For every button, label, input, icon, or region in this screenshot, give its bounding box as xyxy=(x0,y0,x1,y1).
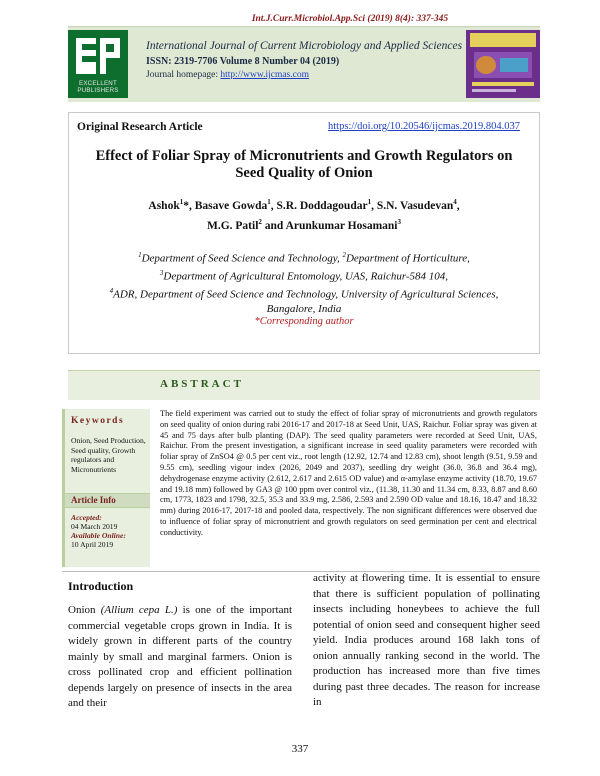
publisher-logo-line1: EXCELLENT xyxy=(79,80,117,87)
introduction-heading: Introduction xyxy=(68,579,134,593)
corresponding-author-note: *Corresponding author xyxy=(254,316,354,327)
keywords-list: Onion, Seed Production, Seed quality, Growth regulators and Micronutrients xyxy=(71,436,146,474)
author-list: Ashok$^1$*, Basave Gowda$^1$, S.R. Doddagoudar$^1$, S.N. Vasudevan$^4$, M.G. Patil$^2$ and Arunkumar Hosamani$^3$ xyxy=(148,198,460,232)
abstract-heading: ABSTRACT xyxy=(160,378,244,390)
keywords-title: Keywords xyxy=(71,416,125,426)
article-sidebar xyxy=(62,409,150,567)
journal-cover-thumbnail xyxy=(466,30,540,98)
accepted-label: Accepted: xyxy=(71,513,102,522)
article-info-title: Article Info xyxy=(65,493,150,508)
article-title: Effect of Foliar Spray of Micronutrients and Growth Regulators on Seed Quality of Onion xyxy=(95,148,513,181)
page-number: 337 xyxy=(291,743,309,755)
doi-link[interactable]: https://doi.org/10.20546/ijcmas.2019.804.037 xyxy=(327,121,520,132)
abstract-text: The field experiment was carried out to study the effect of foliar spray of micronutrients and growth regulators on seed quality of onion during rabi 2016-17 and 2017-18 at Seed Unit, UAS, Raichur. Foliar spray was given at 45 and 75 days after bulb planting (DAP). The seed quality parameters were recorded at Seed Unit, UAS, Raichur. From the present investigation, a significant increase in seed quality parameters were recorded with foliar spray of ZnSO4 @ 0.5 per cent viz., root length (12.92, 12.74 and 12.83 cm), shoot length (9.51, 9.59 and 9.55 cm), seedling vigour index (2026, 2049 and 2037), seedling dry weight (36.0, 36.8 and 36.4 mg), dehydrogenase enzyme activity (2.612, 2.617 and 2.615 OD value) and α-amylase enzyme activity (18.70, 19.67 and 19.18 mm) followed by GA3 @ 100 ppm over control viz., (11.38, 11.30 and 11.34 cm, 8.33, 8.87 and 8.60 cm, 1773, 1823 and 1798, 32.5, 35.3 and 33.9 mg, 2.586, 2.593 and 2.590 OD value and 18.16, 18.47 and 18.32 mm) during 2016-17, 2017-18 and pooled data, respectively. The non significant differences were observed due to influence of foliar spray of micronutrient and growth regulators on seed germination per cent and electrical conductivity. xyxy=(160,409,537,537)
publisher-logo-text xyxy=(68,80,128,94)
accepted-date: 04 March 2019 xyxy=(71,522,118,531)
affiliations: $^1$Department of Seed Science and Technology, $^2$Department of Horticulture, $^3$Department of Agricultural Entomology, UAS, Raichur-584 104, $^4$ADR, Department of Seed Science and Technology, University of Agricultural Sciences, Bangalore, India xyxy=(109,251,499,316)
abstract-band xyxy=(68,370,540,400)
publisher-logo-line2: PUBLISHERS xyxy=(77,87,119,94)
homepage-link[interactable]: http://www.ijcmas.com xyxy=(220,70,309,80)
journal-name: International Journal of Current Microbiology and Applied Sciences xyxy=(146,40,463,52)
homepage-label: Journal homepage: xyxy=(146,70,221,80)
introduction-column-right: activity at flowering time. It is essential to ensure that there is sufficient population of pollinating insects including honeybees to achieve the full potential of onion seed and consequent higher seed yield. India produces around 168 lakh tons of onion annually ranking second in the world. The production has increased more than five times during past three decades. The reason for increase in xyxy=(313,572,540,708)
available-online-label: Available Online: xyxy=(71,531,126,540)
journal-reference: Int.J.Curr.Microbiol.App.Sci (2019) 8(4): 337-345 xyxy=(251,14,449,24)
introduction-column-left: Onion (Allium cepa L.) is one of the important commercial vegetable crops grown in India. It is widely grown in different parts of the country mainly by small and marginal farmers. Onion is cross pollinated crop and efficient pollination depends largely on presence of insects in the area and their xyxy=(68,604,293,709)
publisher-logo xyxy=(68,30,128,98)
ep-logo-icon xyxy=(72,34,124,78)
available-online-date: 10 April 2019 xyxy=(71,540,114,549)
journal-homepage xyxy=(146,70,309,80)
issn-line: ISSN: 2319-7706 Volume 8 Number 04 (2019) xyxy=(146,56,340,67)
article-type: Original Research Article xyxy=(77,121,203,133)
